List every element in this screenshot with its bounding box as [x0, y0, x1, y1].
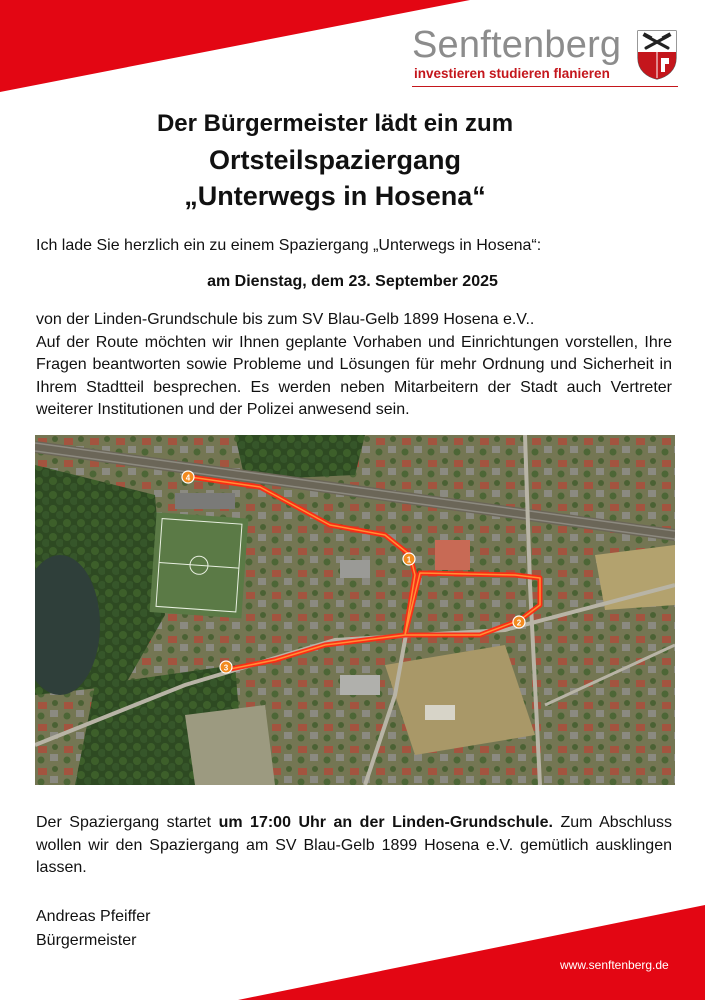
start-text-pre: Der Spaziergang startet	[36, 814, 219, 831]
route-marker-2	[513, 616, 525, 628]
signature-name: Andreas Pfeiffer	[36, 908, 151, 925]
signature-role: Bürgermeister	[36, 932, 137, 949]
start-paragraph	[36, 812, 672, 880]
route-marker-3	[220, 661, 232, 673]
event-date: am Dienstag, dem 23. September 2025	[207, 273, 498, 290]
heading-line-1: Der Bürgermeister lädt ein zum	[156, 110, 514, 137]
city-crest-icon	[637, 30, 677, 80]
svg-text:1: 1	[406, 555, 412, 565]
svg-text:3: 3	[223, 663, 229, 673]
route-marker-4	[182, 471, 194, 483]
intro-text: Ich lade Sie herzlich ein zu einem Spaziergang „Unterwegs in Hosena“:	[36, 237, 542, 254]
logo-divider	[412, 86, 678, 87]
bottom-red-banner	[0, 905, 705, 1000]
start-text-post: Zum Abschluss wollen wir den Spaziergang am SV Blau-Gelb 1899 Hosena e.V. gemütlich ausklingen lassen.	[36, 814, 672, 876]
start-time-location: um 17:00 Uhr an der Linden-Grundschule.	[218, 814, 553, 831]
svg-text:2: 2	[516, 618, 522, 628]
logo-tagline: investieren studieren flanieren	[414, 66, 610, 81]
website-link[interactable]: www.senftenberg.de	[560, 958, 669, 972]
route-map	[35, 435, 675, 785]
body-paragraph	[36, 309, 672, 422]
heading-line-2: Ortsteilspaziergang	[208, 145, 462, 175]
route-marker-1	[403, 553, 415, 565]
route-line: von der Linden-Grundschule bis zum SV Blau-Gelb 1899 Hosena e.V..	[36, 311, 535, 328]
logo-name: Senftenberg	[412, 24, 622, 66]
senftenberg-logo	[412, 26, 682, 88]
route-description: Auf der Route möchten wir Ihnen geplante Vorhaben und Einrichtungen vorstellen, Ihre Fragen beantworten sowie Probleme und Lösungen für mehr Ordnung und Sicherheit in Ihrem Stadtteil besprechen. Es werden neben Mitarbeitern der Stadt auch Vertreter weiterer Institutionen und der Polizei anwesend sein.	[36, 333, 672, 418]
heading-line-3: „Unterwegs in Hosena“	[184, 181, 486, 211]
svg-text:4: 4	[185, 473, 191, 483]
